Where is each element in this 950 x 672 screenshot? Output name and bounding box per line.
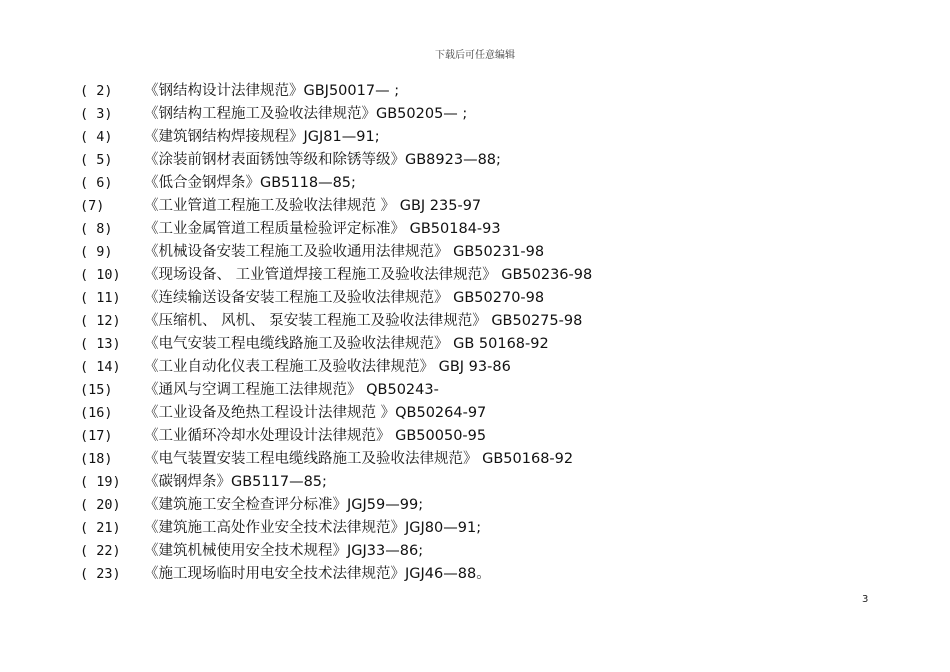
list-item bbox=[80, 379, 900, 402]
list-item bbox=[80, 563, 900, 586]
item-text: 《电气安装工程电缆线路施工及验收法律规范》 GB 50168-92 bbox=[144, 336, 549, 352]
item-text: 《建筑钢结构焊接规程》JGJ81—91; bbox=[144, 129, 380, 145]
list-item bbox=[80, 103, 900, 126]
list-item bbox=[80, 517, 900, 540]
item-text: 《机械设备安装工程施工及验收通用法律规范》 GB50231-98 bbox=[144, 244, 545, 260]
item-number: ( 6) bbox=[80, 175, 113, 191]
standards-list bbox=[80, 80, 900, 586]
list-item bbox=[80, 172, 900, 195]
item-text: 《建筑机械使用安全技术规程》JGJ33—86; bbox=[144, 543, 424, 559]
item-text: 《建筑施工安全检查评分标准》JGJ59—99; bbox=[144, 497, 424, 513]
list-item bbox=[80, 264, 900, 287]
list-item bbox=[80, 448, 900, 471]
item-text: 《现场设备、 工业管道焊接工程施工及验收法律规范》 GB50236-98 bbox=[144, 267, 593, 283]
item-text: 《低合金钢焊条》GB5118—85; bbox=[144, 175, 356, 191]
item-number: ( 23) bbox=[80, 566, 121, 582]
list-item bbox=[80, 310, 900, 333]
item-number: ( 14) bbox=[80, 359, 121, 375]
item-text: 《通风与空调工程施工法律规范》 QB50243- bbox=[144, 382, 439, 398]
item-number: (16) bbox=[80, 405, 113, 421]
list-item bbox=[80, 494, 900, 517]
list-item bbox=[80, 540, 900, 563]
list-item bbox=[80, 241, 900, 264]
list-item bbox=[80, 402, 900, 425]
list-item bbox=[80, 471, 900, 494]
list-item bbox=[80, 126, 900, 149]
item-number: ( 4) bbox=[80, 129, 113, 145]
list-item bbox=[80, 287, 900, 310]
item-number: ( 19) bbox=[80, 474, 121, 490]
item-number: (7) bbox=[80, 198, 105, 214]
list-item bbox=[80, 333, 900, 356]
list-item bbox=[80, 149, 900, 172]
item-number: ( 22) bbox=[80, 543, 121, 559]
item-text: 《工业设备及绝热工程设计法律规范 》QB50264-97 bbox=[144, 405, 487, 421]
list-item bbox=[80, 80, 900, 103]
item-text: 《工业管道工程施工及验收法律规范 》 GBJ 235-97 bbox=[144, 198, 482, 214]
item-text: 《工业循环冷却水处理设计法律规范》 GB50050-95 bbox=[144, 428, 487, 444]
item-text: 《压缩机、 风机、 泵安装工程施工及验收法律规范》 GB50275-98 bbox=[144, 313, 583, 329]
item-text: 《碳钢焊条》GB5117—85; bbox=[144, 474, 327, 490]
item-number: (18) bbox=[80, 451, 113, 467]
item-number: ( 3) bbox=[80, 106, 113, 122]
page-number: 3 bbox=[862, 594, 869, 605]
item-number: (17) bbox=[80, 428, 113, 444]
item-text: 《施工现场临时用电安全技术法律规范》JGJ46—88。 bbox=[144, 566, 491, 582]
item-number: (15) bbox=[80, 382, 113, 398]
item-number: ( 10) bbox=[80, 267, 121, 283]
item-text: 《建筑施工高处作业安全技术法律规范》JGJ80—91; bbox=[144, 520, 482, 536]
item-text: 《工业自动化仪表工程施工及验收法律规范》 GBJ 93-86 bbox=[144, 359, 511, 375]
item-number: ( 5) bbox=[80, 152, 113, 168]
item-number: ( 20) bbox=[80, 497, 121, 513]
item-text: 《钢结构设计法律规范》GBJ50017— ; bbox=[144, 83, 400, 99]
item-number: ( 21) bbox=[80, 520, 121, 536]
item-text: 《钢结构工程施工及验收法律规范》GB50205— ; bbox=[144, 106, 468, 122]
item-number: ( 12) bbox=[80, 313, 121, 329]
item-number: ( 9) bbox=[80, 244, 113, 260]
page-header: 下载后可任意编辑 bbox=[435, 50, 515, 61]
item-number: ( 13) bbox=[80, 336, 121, 352]
list-item bbox=[80, 356, 900, 379]
item-number: ( 2) bbox=[80, 83, 113, 99]
item-text: 《工业金属管道工程质量检验评定标准》 GB50184-93 bbox=[144, 221, 501, 237]
item-text: 《电气装置安装工程电缆线路施工及验收法律规范》 GB50168-92 bbox=[144, 451, 574, 467]
list-item bbox=[80, 195, 900, 218]
item-text: 《涂装前钢材表面锈蚀等级和除锈等级》GB8923—88; bbox=[144, 152, 501, 168]
item-text: 《连续输送设备安装工程施工及验收法律规范》 GB50270-98 bbox=[144, 290, 545, 306]
list-item bbox=[80, 218, 900, 241]
item-number: ( 11) bbox=[80, 290, 121, 306]
list-item bbox=[80, 425, 900, 448]
item-number: ( 8) bbox=[80, 221, 113, 237]
